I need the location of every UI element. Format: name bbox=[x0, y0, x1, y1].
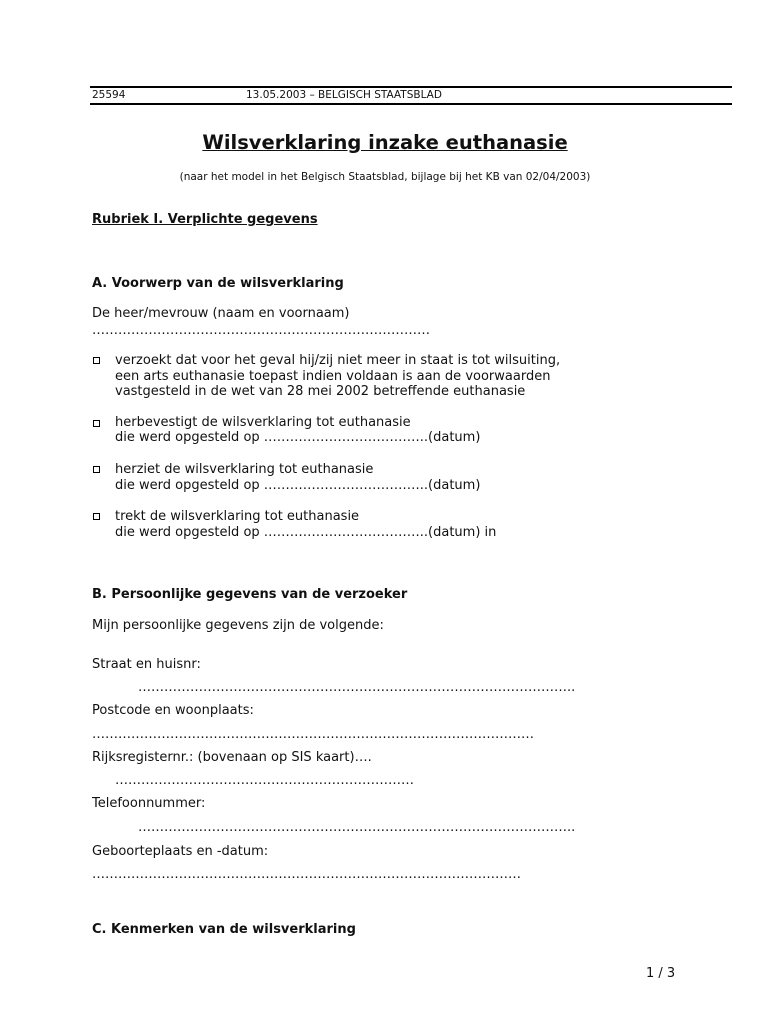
phone-label: Telefoonnummer: bbox=[92, 796, 206, 811]
phone-field-dots[interactable]: ……………………………………………………………………………………….. bbox=[138, 820, 576, 835]
header-journal: 13.05.2003 – BELGISCH STAATSBLAD bbox=[246, 89, 442, 101]
street-label: Straat en huisnr: bbox=[92, 657, 201, 672]
option-checkbox-revise[interactable] bbox=[93, 466, 100, 473]
option-request-line2: een arts euthanasie toepast indien voldaan is aan de voorwaarden bbox=[115, 369, 551, 384]
header-page-ref: 25594 bbox=[92, 89, 126, 101]
option-checkbox-request[interactable] bbox=[93, 357, 100, 364]
page-number: 1 / 3 bbox=[646, 966, 676, 981]
section-c-heading: C. Kenmerken van de wilsverklaring bbox=[92, 922, 356, 937]
postcode-label: Postcode en woonplaats: bbox=[92, 703, 254, 718]
option-reconfirm-line2: die werd opgesteld op ………………………………..(datum) bbox=[115, 430, 481, 445]
street-field-dots[interactable]: ……………………………………………………………………………………….. bbox=[138, 680, 576, 695]
national-register-field-dots[interactable]: …………………………………………………………… bbox=[115, 773, 414, 788]
option-revise-line1: herziet de wilsverklaring tot euthanasie bbox=[115, 462, 374, 477]
national-register-label: Rijksregisternr.: (bovenaan op SIS kaart)…. bbox=[92, 750, 372, 765]
option-request-line1: verzoekt dat voor het geval hij/zij niet meer in staat is tot wilsuiting, bbox=[115, 353, 561, 368]
postcode-field-dots[interactable]: ………………………………………………………………………………………… bbox=[92, 727, 534, 742]
option-request-line3: vastgesteld in de wet van 28 mei 2002 betreffende euthanasie bbox=[115, 384, 526, 399]
option-withdraw-line2: die werd opgesteld op ………………………………..(datum) in bbox=[115, 525, 497, 540]
name-field-dots[interactable]: …………………………………………………………………… bbox=[92, 323, 430, 338]
name-label: De heer/mevrouw (naam en voornaam) bbox=[92, 306, 350, 321]
header-rule-bottom bbox=[90, 103, 732, 105]
option-checkbox-reconfirm[interactable] bbox=[93, 420, 100, 427]
section-b-heading: B. Persoonlijke gegevens van de verzoeker bbox=[92, 587, 408, 602]
birthplace-field-dots[interactable]: ……………………………………………………………………………………… bbox=[92, 867, 521, 882]
option-revise-line2: die werd opgesteld op ………………………………..(datum) bbox=[115, 478, 481, 493]
rubriek-heading: Rubriek I. Verplichte gegevens bbox=[92, 212, 318, 227]
option-withdraw-line1: trekt de wilsverklaring tot euthanasie bbox=[115, 509, 360, 524]
section-b-intro: Mijn persoonlijke gegevens zijn de volgende: bbox=[92, 618, 384, 633]
document-subtitle: (naar het model in het Belgisch Staatsblad, bijlage bij het KB van 02/04/2003) bbox=[179, 171, 591, 183]
document-title: Wilsverklaring inzake euthanasie bbox=[202, 131, 568, 154]
section-a-heading: A. Voorwerp van de wilsverklaring bbox=[92, 276, 344, 291]
option-reconfirm-line1: herbevestigt de wilsverklaring tot euthanasie bbox=[115, 415, 411, 430]
birthplace-label: Geboorteplaats en -datum: bbox=[92, 844, 269, 859]
option-checkbox-withdraw[interactable] bbox=[93, 513, 100, 520]
header-rule-top bbox=[90, 86, 732, 88]
